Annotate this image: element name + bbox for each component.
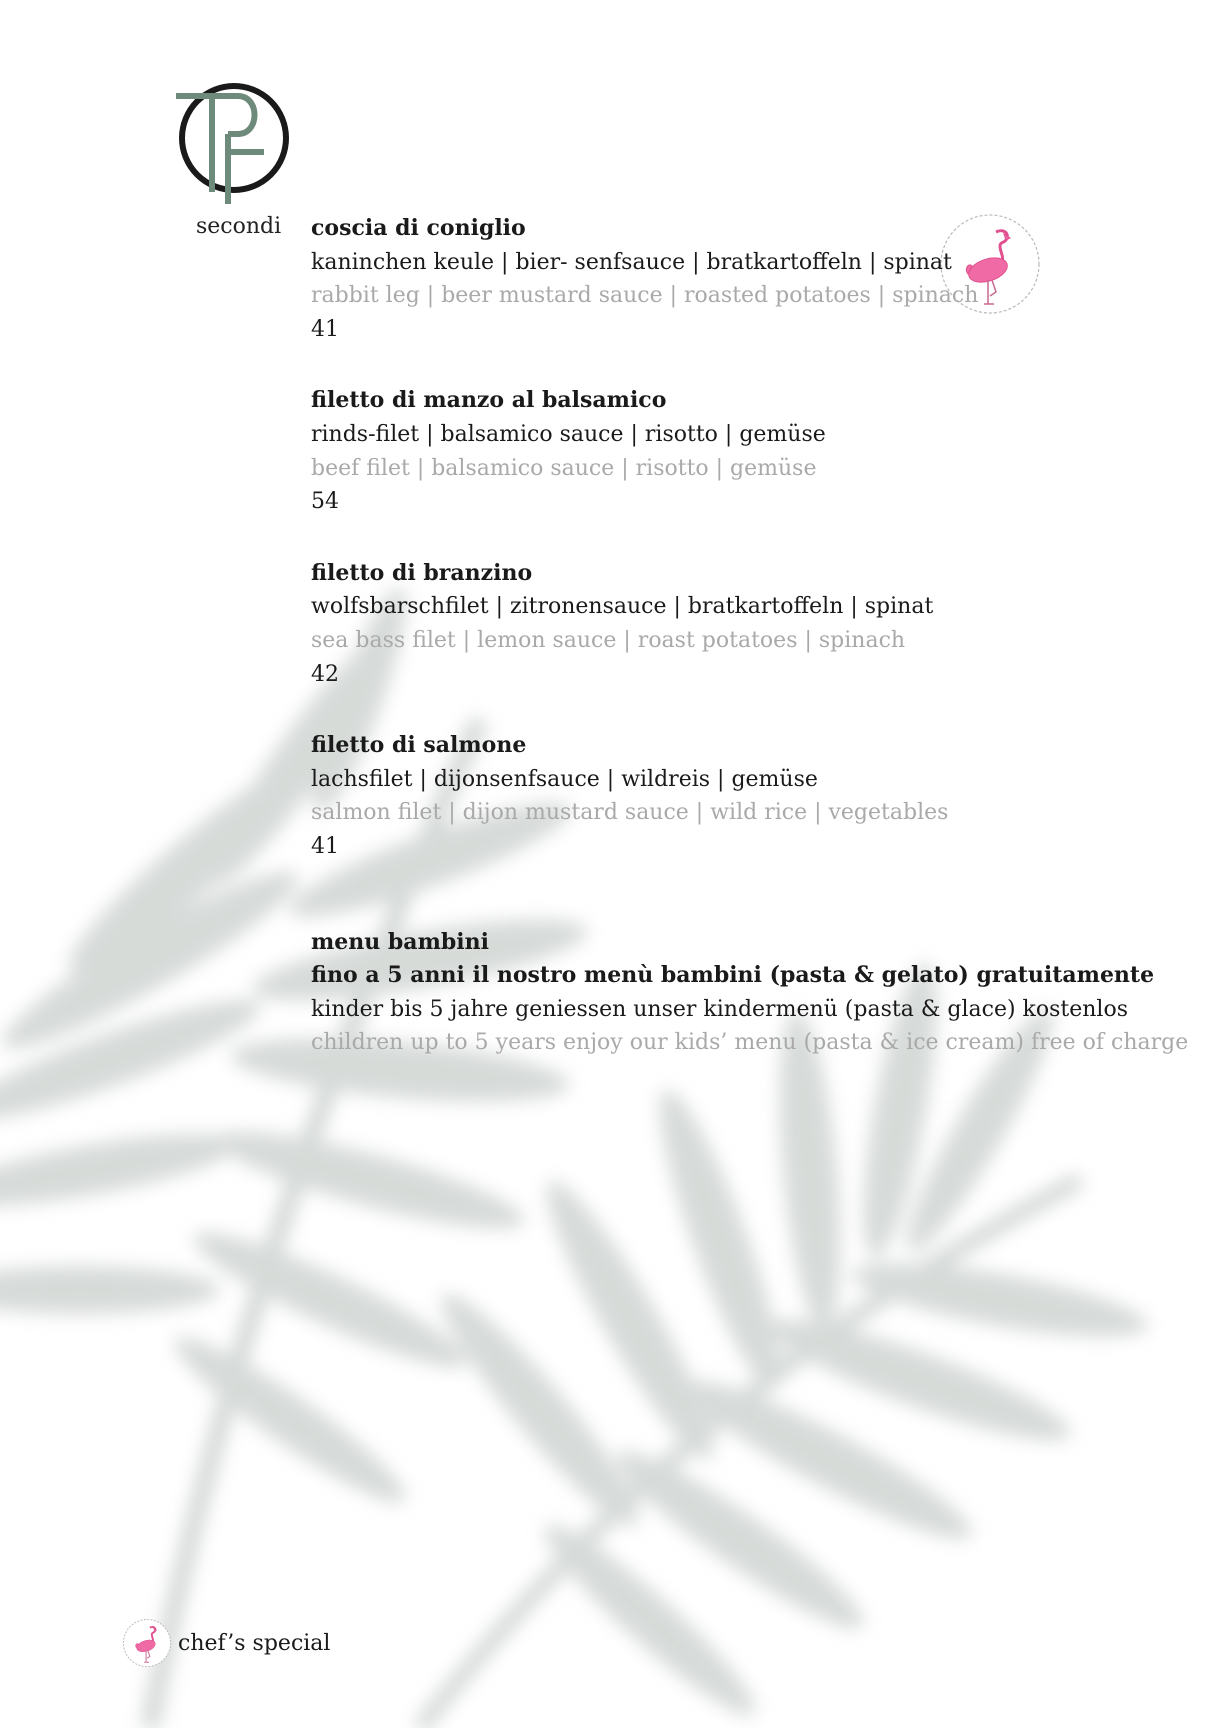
dish-name: coscia di coniglio xyxy=(311,215,526,241)
dish-description-english: rabbit leg | beer mustard sauce | roasted potatoes | spinach xyxy=(311,283,979,309)
dish-description-english: sea bass filet | lemon sauce | roast potatoes | spinach xyxy=(311,627,906,653)
chefs-special-label: chef’s special xyxy=(178,1630,331,1656)
dish-description-german: kaninchen keule | bier- senfsauce | bratkartoffeln | spinat xyxy=(311,249,952,275)
dish-price: 41 xyxy=(311,316,339,342)
kids-menu xyxy=(311,926,1191,1060)
dish-item xyxy=(311,384,1191,518)
dish-price: 42 xyxy=(311,661,339,687)
menu-list xyxy=(311,212,1191,1060)
dish-item xyxy=(311,212,1191,346)
dish-name: filetto di manzo al balsamico xyxy=(311,387,667,414)
dish-price: 41 xyxy=(311,833,339,859)
dish-description-german: lachsfilet | dijonsenfsauce | wildreis | gemüse xyxy=(311,766,818,792)
chefs-special-legend xyxy=(122,1618,330,1668)
dish-name: filetto di branzino xyxy=(311,559,533,586)
section-label-secondi: secondi xyxy=(196,214,282,239)
flamingo-icon xyxy=(122,1618,172,1668)
kids-menu-italian: fino a 5 anni il nostro menù bambini (pasta & gelato) gratuitamente xyxy=(311,962,1155,989)
kids-menu-german: kinder bis 5 jahre geniessen unser kindermenü (pasta & glace) kostenlos xyxy=(311,996,1129,1022)
pf-monogram-logo xyxy=(172,80,296,204)
kids-menu-english: children up to 5 years enjoy our kids’ menu (pasta & ice cream) free of charge xyxy=(311,1030,1189,1056)
dish-description-english: salmon filet | dijon mustard sauce | wild rice | vegetables xyxy=(311,800,949,826)
dish-item xyxy=(311,729,1191,863)
kids-menu-title: menu bambini xyxy=(311,928,489,955)
dish-description-english: beef filet | balsamico sauce | risotto | gemüse xyxy=(311,455,817,481)
dish-price: 54 xyxy=(311,489,339,515)
dish-item xyxy=(311,557,1191,691)
dish-name: filetto di salmone xyxy=(311,732,527,759)
dish-description-german: wolfsbarschfilet | zitronensauce | bratkartoffeln | spinat xyxy=(311,594,934,620)
dish-description-german: rinds-filet | balsamico sauce | risotto | gemüse xyxy=(311,421,826,447)
